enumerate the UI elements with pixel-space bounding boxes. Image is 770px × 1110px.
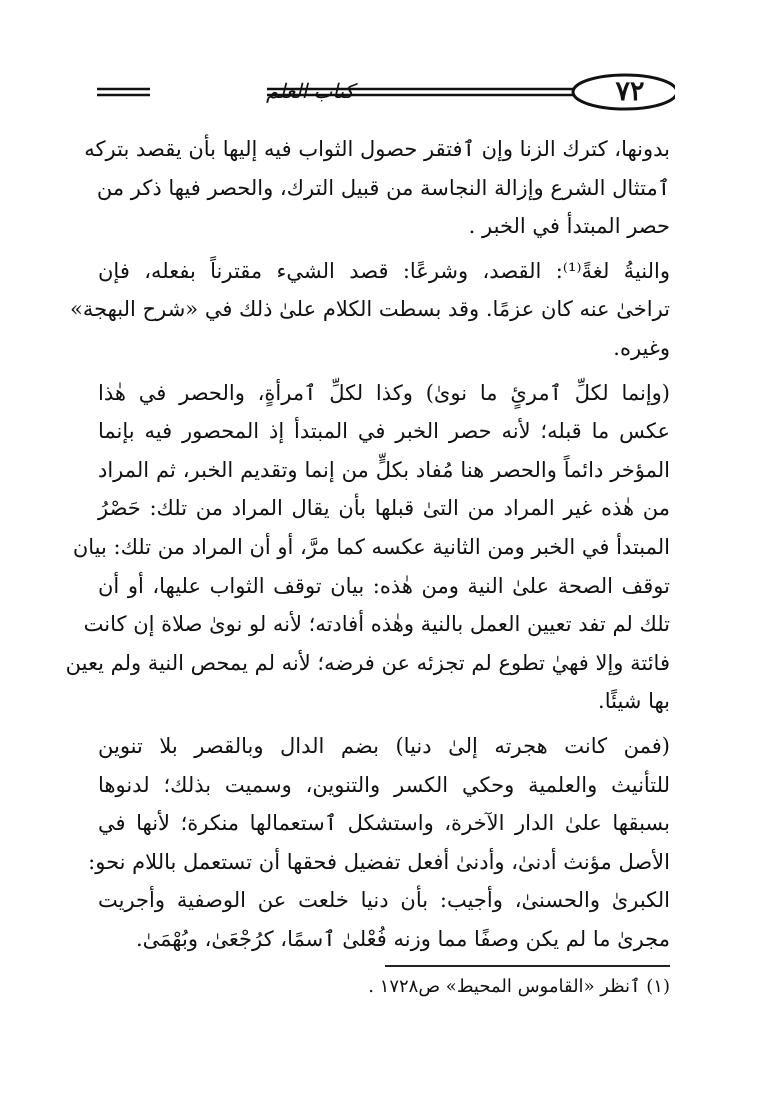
text-line: وغيره.: [613, 335, 670, 360]
text-line: الكبرىٰ والحسنىٰ، وأجيب: بأن دنيا خلعت عن الوصفية وأجريت: [98, 888, 670, 913]
text-line: المبتدأ في الخبر ومن الثانية عكسه كما مرَّ، أو أن المراد من تلك: بيان: [72, 534, 670, 559]
text-line: مجرىٰ ما لم يكن وصفًا مما وزنه فُعْلىٰ ٱسمًا، كرُجْعَىٰ، وبُهْمَىٰ.: [135, 926, 670, 951]
text-line: حصر المبتدأ في الخبر .: [468, 214, 670, 239]
running-title: كتاب العلم: [265, 79, 355, 103]
main-text: [65, 130, 670, 958]
text-line: والنيةُ لغةً⁽¹⁾: القصد، وشرعًا: قصد الشيء مقترناً بفعله، فإن: [98, 258, 670, 283]
text-line: تلك لم تفد تعيين العمل بالنية وهٰذه أفادته؛ لأنه لو نوىٰ صلاة إن كانت: [83, 612, 670, 637]
page-header: [95, 72, 675, 116]
text-line: الأصل مؤنث أدنىٰ، وأدنىٰ أفعل تفضيل فحقها أن تستعمل باللام نحو:: [88, 849, 670, 874]
footnote: (١) ٱنظر «القاموس المحيط» ص١٧٢٨ .: [368, 976, 670, 997]
text-line: تراخىٰ عنه كان عزمًا. وقد بسطت الكلام علىٰ ذلك في «شرح البهجة»: [69, 297, 670, 322]
text-line: المؤخر دائماً والحصر هنا مُفاد بكلٍّ من إنما وتقديم الخبر، ثم المراد: [98, 457, 670, 482]
text-line: (وإنما لكلِّ ٱمرئٍ ما نوىٰ) وكذا لكلِّ ٱمرأةٍ، والحصر في هٰذا: [98, 380, 670, 405]
text-line: (فمن كانت هجرته إلىٰ دنيا) بضم الدال وبالقصر بلا تنوين: [98, 733, 670, 758]
text-line: بدونها، كترك الزنا وإن ٱفتقر حصول الثواب فيه إليها بأن يقصد بتركه: [84, 137, 670, 161]
page-number: ٧٢: [615, 76, 645, 107]
text-line: بها شيئًا.: [598, 689, 670, 714]
footnote-separator: [385, 965, 670, 967]
text-line: ٱمتثال الشرع وإزالة النجاسة من قبيل الترك، والحصر فيها ذكر من: [96, 175, 670, 200]
text-line: توقف الصحة علىٰ النية ومن هٰذه: بيان توقف الثواب عليها، أو أن: [98, 573, 670, 598]
text-line: فائتة وإلا فهيٰ تطوع لم تجزئه عن فرضه؛ لأنه لم يمحص النية ولم يعين: [65, 650, 670, 675]
text-line: عكس ما قبله؛ لأنه حصر الخبر في المبتدأ إذ المحصور فيه بإنما: [98, 419, 670, 444]
text-line: بسبقها علىٰ الدار الآخرة، واستشكل ٱستعمالها منكرة؛ لأنها في: [98, 811, 670, 836]
text-line: للتأنيث والعلمية وحكي الكسر والتنوين، وسميت بذلك؛ لدنوها: [98, 772, 670, 797]
text-line: من هٰذه غير المراد من التىٰ قبلها بأن يقال المراد من تلك: حَصْرُ: [98, 496, 670, 521]
